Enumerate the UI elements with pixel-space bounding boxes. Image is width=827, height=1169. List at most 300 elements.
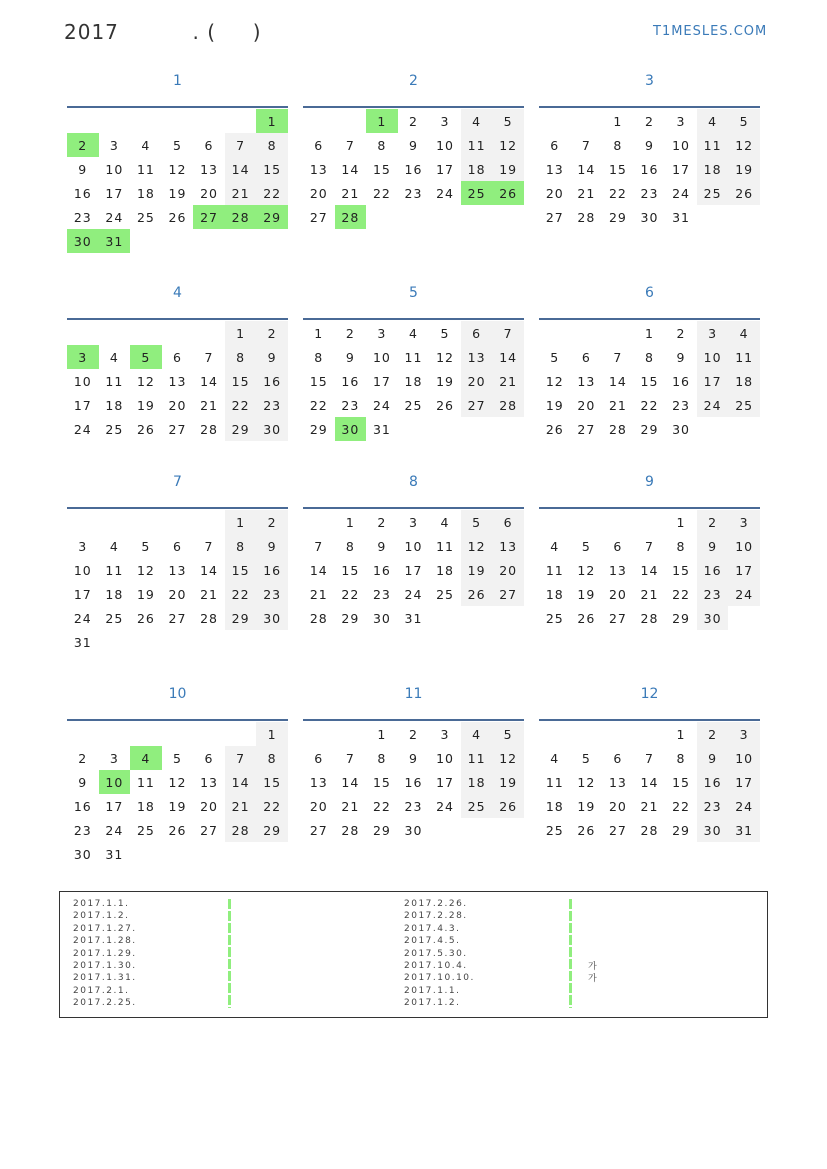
day-cell: 24 <box>105 209 124 225</box>
day-cell: 28 <box>200 610 218 626</box>
day-cell: 24 <box>728 582 760 606</box>
day-cell: 22 <box>608 185 627 201</box>
day-cell: 13 <box>608 562 627 578</box>
day-cell: 26 <box>492 181 524 205</box>
empty-day-cell <box>571 321 603 345</box>
day-cell: 30 <box>404 822 423 838</box>
day-cell: 13 <box>309 161 328 177</box>
day-cell: 1 <box>256 722 288 746</box>
day-cell: 1 <box>256 109 288 133</box>
day-cell: 13 <box>200 774 218 790</box>
day-cell: 1 <box>676 726 686 742</box>
day-cell: 23 <box>697 794 729 818</box>
day-cell: 16 <box>640 161 659 177</box>
day-cell: 27 <box>545 209 564 225</box>
empty-day-cell <box>634 510 666 534</box>
day-cell: 9 <box>408 137 418 153</box>
day-cell: 21 <box>200 397 218 413</box>
day-cell: 24 <box>672 185 690 201</box>
day-cell: 13 <box>168 373 187 389</box>
day-cell: 28 <box>225 818 257 842</box>
day-cell: 27 <box>492 582 524 606</box>
day-cell: 25 <box>105 610 124 626</box>
day-cell: 1 <box>345 514 355 530</box>
day-cell: 11 <box>105 373 124 389</box>
holiday-date: 2017.2.1. <box>73 985 130 996</box>
day-cell: 4 <box>408 325 418 341</box>
day-cell: 11 <box>545 774 564 790</box>
day-cell: 9 <box>256 345 288 369</box>
day-cell: 29 <box>341 610 360 626</box>
day-cell: 18 <box>436 562 454 578</box>
day-cell: 14 <box>341 774 360 790</box>
day-cell: 5 <box>581 538 591 554</box>
month-divider <box>539 507 760 509</box>
day-cell: 17 <box>672 161 690 177</box>
day-cell: 9 <box>345 349 355 365</box>
month-name: 4 <box>173 285 182 301</box>
day-cell: 18 <box>136 798 155 814</box>
day-cell: 12 <box>168 774 187 790</box>
day-cell: 18 <box>461 770 493 794</box>
empty-day-cell <box>303 510 335 534</box>
day-cell: 29 <box>256 818 288 842</box>
day-cell: 1 <box>377 726 387 742</box>
day-cell: 6 <box>613 750 623 766</box>
day-cell: 24 <box>728 794 760 818</box>
day-cell: 14 <box>225 770 257 794</box>
day-cell: 17 <box>728 558 760 582</box>
day-cell: 2 <box>67 133 99 157</box>
day-cell: 14 <box>341 161 360 177</box>
day-cell: 17 <box>73 586 92 602</box>
day-cell: 17 <box>404 562 423 578</box>
day-cell: 12 <box>136 373 155 389</box>
day-cell: 7 <box>225 133 257 157</box>
day-cell: 12 <box>461 534 493 558</box>
day-cell: 10 <box>105 161 124 177</box>
day-cell: 5 <box>461 510 493 534</box>
day-cell: 16 <box>697 770 729 794</box>
day-cell: 22 <box>256 181 288 205</box>
day-cell: 8 <box>644 349 654 365</box>
day-cell: 14 <box>640 774 659 790</box>
day-cell: 20 <box>545 185 564 201</box>
day-cell: 26 <box>136 421 155 437</box>
month-name: 2 <box>409 73 418 89</box>
day-cell: 7 <box>644 750 654 766</box>
day-cell: 22 <box>640 397 659 413</box>
month-day-grid <box>539 109 760 229</box>
day-cell: 30 <box>67 229 99 253</box>
day-cell: 6 <box>461 321 493 345</box>
holiday-marker-left <box>228 899 231 1008</box>
day-cell: 3 <box>109 750 119 766</box>
day-cell: 10 <box>404 538 423 554</box>
day-cell: 27 <box>168 421 187 437</box>
day-cell: 4 <box>109 538 119 554</box>
day-cell: 25 <box>436 586 454 602</box>
day-cell: 13 <box>492 534 524 558</box>
holiday-label: 가 <box>588 962 597 972</box>
day-cell: 6 <box>204 137 214 153</box>
month-name: 1 <box>173 73 182 89</box>
day-cell: 12 <box>577 774 596 790</box>
day-cell: 4 <box>141 137 151 153</box>
day-cell: 25 <box>545 610 564 626</box>
empty-day-cell <box>193 510 225 534</box>
day-cell: 13 <box>168 562 187 578</box>
day-cell: 23 <box>404 185 423 201</box>
empty-day-cell <box>571 510 603 534</box>
day-cell: 15 <box>608 161 627 177</box>
day-cell: 1 <box>644 325 654 341</box>
month-divider <box>67 106 288 108</box>
day-cell: 16 <box>256 558 288 582</box>
day-cell: 21 <box>225 794 257 818</box>
holiday-date: 2017.1.30. <box>73 961 137 972</box>
day-cell: 21 <box>225 181 257 205</box>
day-cell: 16 <box>341 373 360 389</box>
month-name: 12 <box>640 686 659 702</box>
day-cell: 5 <box>440 325 450 341</box>
day-cell: 26 <box>577 822 596 838</box>
month-divider <box>67 318 288 320</box>
day-cell: 4 <box>109 349 119 365</box>
month-name: 5 <box>409 285 418 301</box>
day-cell: 4 <box>461 722 493 746</box>
day-cell: 23 <box>404 798 423 814</box>
day-cell: 24 <box>436 185 454 201</box>
holiday-date: 2017.2.28. <box>404 911 468 922</box>
day-cell: 28 <box>640 610 659 626</box>
day-cell: 9 <box>697 746 729 770</box>
holiday-date: 2017.2.26. <box>404 899 468 909</box>
day-cell: 7 <box>204 349 214 365</box>
day-cell: 7 <box>644 538 654 554</box>
day-cell: 30 <box>697 818 729 842</box>
day-cell: 23 <box>697 582 729 606</box>
empty-day-cell <box>225 109 257 133</box>
holiday-label: 가 <box>588 974 597 985</box>
day-cell: 3 <box>697 321 729 345</box>
day-cell: 25 <box>461 794 493 818</box>
month-day-grid <box>539 722 760 842</box>
day-cell: 22 <box>672 798 690 814</box>
empty-day-cell <box>67 722 99 746</box>
day-cell: 7 <box>204 538 214 554</box>
day-cell: 20 <box>168 397 187 413</box>
empty-day-cell <box>539 321 571 345</box>
day-cell: 10 <box>372 349 391 365</box>
day-cell: 18 <box>105 586 124 602</box>
day-cell: 7 <box>225 746 257 770</box>
month-divider <box>303 106 524 108</box>
day-cell: 22 <box>256 794 288 818</box>
day-cell: 5 <box>492 109 524 133</box>
day-cell: 24 <box>73 421 92 437</box>
day-cell: 12 <box>728 133 760 157</box>
day-cell: 2 <box>256 321 288 345</box>
day-cell: 31 <box>728 818 760 842</box>
day-cell: 15 <box>640 373 659 389</box>
day-cell: 18 <box>105 397 124 413</box>
day-cell: 6 <box>492 510 524 534</box>
day-cell: 20 <box>200 798 218 814</box>
day-cell: 26 <box>461 582 493 606</box>
day-cell: 19 <box>436 373 454 389</box>
holiday-date: 2017.1.28. <box>73 936 137 947</box>
empty-day-cell <box>571 722 603 746</box>
day-cell: 29 <box>672 822 690 838</box>
day-cell: 3 <box>109 137 119 153</box>
holiday-date: 2017.1.2. <box>404 998 461 1009</box>
day-cell: 30 <box>672 421 690 437</box>
day-cell: 31 <box>404 610 423 626</box>
day-cell: 18 <box>404 373 423 389</box>
day-cell: 2 <box>697 510 729 534</box>
empty-day-cell <box>335 109 367 133</box>
day-cell: 27 <box>608 822 627 838</box>
day-cell: 17 <box>697 369 729 393</box>
day-cell: 19 <box>492 157 524 181</box>
holiday-dates-right <box>404 898 475 1010</box>
holiday-marker-right <box>569 899 572 1008</box>
holiday-date: 2017.1.2. <box>73 911 130 922</box>
day-cell: 10 <box>672 137 690 153</box>
day-cell: 7 <box>581 137 591 153</box>
day-cell: 8 <box>377 137 387 153</box>
day-cell: 11 <box>105 562 124 578</box>
day-cell: 15 <box>256 157 288 181</box>
day-cell: 9 <box>408 750 418 766</box>
day-cell: 2 <box>676 325 686 341</box>
day-cell: 16 <box>372 562 391 578</box>
day-cell: 2 <box>256 510 288 534</box>
day-cell: 7 <box>345 750 355 766</box>
day-cell: 9 <box>676 349 686 365</box>
day-cell: 30 <box>73 846 92 862</box>
day-cell: 18 <box>136 185 155 201</box>
empty-day-cell <box>539 510 571 534</box>
day-cell: 12 <box>492 746 524 770</box>
day-cell: 6 <box>204 750 214 766</box>
holiday-date: 2017.10.10. <box>404 973 475 984</box>
holiday-date: 2017.1.27. <box>73 923 137 934</box>
day-cell: 28 <box>640 822 659 838</box>
day-cell: 15 <box>672 774 690 790</box>
day-cell: 15 <box>225 369 257 393</box>
month-divider <box>67 719 288 721</box>
day-cell: 20 <box>461 369 493 393</box>
day-cell: 5 <box>550 349 560 365</box>
day-cell: 26 <box>545 421 564 437</box>
empty-day-cell <box>162 722 194 746</box>
day-cell: 31 <box>372 421 391 437</box>
day-cell: 19 <box>577 798 596 814</box>
day-cell: 6 <box>172 349 182 365</box>
day-cell: 11 <box>136 161 155 177</box>
empty-day-cell <box>225 722 257 746</box>
holiday-date: 2017.4.3. <box>404 923 461 934</box>
day-cell: 26 <box>577 610 596 626</box>
day-cell: 28 <box>492 393 524 417</box>
day-cell: 22 <box>672 586 690 602</box>
holiday-dates-left <box>73 898 137 1010</box>
day-cell: 13 <box>309 774 328 790</box>
day-cell: 17 <box>73 397 92 413</box>
day-cell: 2 <box>408 113 418 129</box>
day-cell: 12 <box>136 562 155 578</box>
day-cell: 13 <box>608 774 627 790</box>
day-cell: 6 <box>314 137 324 153</box>
day-cell: 30 <box>372 610 391 626</box>
day-cell: 28 <box>225 205 257 229</box>
day-cell: 25 <box>545 822 564 838</box>
month-name: 9 <box>645 474 654 490</box>
month-divider <box>539 106 760 108</box>
day-cell: 12 <box>436 349 454 365</box>
empty-day-cell <box>162 510 194 534</box>
day-cell: 1 <box>676 514 686 530</box>
day-cell: 4 <box>728 321 760 345</box>
empty-day-cell <box>602 321 634 345</box>
day-cell: 11 <box>461 133 493 157</box>
month-day-grid <box>539 321 760 441</box>
day-cell: 11 <box>545 562 564 578</box>
month-day-grid <box>303 109 524 229</box>
day-cell: 30 <box>640 209 659 225</box>
holiday-date: 2017.1.1. <box>404 985 461 996</box>
day-cell: 18 <box>545 798 564 814</box>
day-cell: 29 <box>672 610 690 626</box>
day-cell: 17 <box>436 774 454 790</box>
day-cell: 11 <box>697 133 729 157</box>
day-cell: 6 <box>550 137 560 153</box>
day-cell: 18 <box>461 157 493 181</box>
day-cell: 19 <box>461 558 493 582</box>
day-cell: 26 <box>728 181 760 205</box>
day-cell: 10 <box>728 534 760 558</box>
day-cell: 8 <box>225 534 257 558</box>
day-cell: 26 <box>136 610 155 626</box>
day-cell: 6 <box>613 538 623 554</box>
day-cell: 2 <box>377 514 387 530</box>
day-cell: 2 <box>697 722 729 746</box>
day-cell: 20 <box>577 397 596 413</box>
day-cell: 12 <box>545 373 564 389</box>
day-cell: 19 <box>728 157 760 181</box>
month-divider <box>539 318 760 320</box>
empty-day-cell <box>602 510 634 534</box>
day-cell: 3 <box>78 538 88 554</box>
day-cell: 5 <box>492 722 524 746</box>
day-cell: 16 <box>697 558 729 582</box>
empty-day-cell <box>130 321 162 345</box>
day-cell: 8 <box>225 345 257 369</box>
day-cell: 15 <box>341 562 360 578</box>
day-cell: 5 <box>581 750 591 766</box>
day-cell: 9 <box>256 534 288 558</box>
empty-day-cell <box>303 109 335 133</box>
day-cell: 10 <box>73 562 92 578</box>
day-cell: 28 <box>309 610 328 626</box>
day-cell: 20 <box>608 798 627 814</box>
day-cell: 2 <box>78 750 88 766</box>
day-cell: 13 <box>545 161 564 177</box>
day-cell: 18 <box>545 586 564 602</box>
site-brand-link[interactable]: T1MESLES.COM <box>653 24 768 39</box>
day-cell: 8 <box>676 538 686 554</box>
day-cell: 12 <box>168 161 187 177</box>
day-cell: 10 <box>436 137 454 153</box>
day-cell: 19 <box>492 770 524 794</box>
day-cell: 11 <box>136 774 155 790</box>
day-cell: 3 <box>408 514 418 530</box>
month-name: 3 <box>645 73 654 89</box>
day-cell: 4 <box>461 109 493 133</box>
day-cell: 15 <box>256 770 288 794</box>
day-cell: 11 <box>461 746 493 770</box>
day-cell: 8 <box>613 137 623 153</box>
month-name: 11 <box>404 686 423 702</box>
day-cell: 25 <box>461 181 493 205</box>
month-day-grid <box>67 722 288 866</box>
day-cell: 5 <box>728 109 760 133</box>
day-cell: 21 <box>309 586 328 602</box>
empty-day-cell <box>99 510 131 534</box>
day-cell: 9 <box>697 534 729 558</box>
day-cell: 13 <box>577 373 596 389</box>
day-cell: 7 <box>345 137 355 153</box>
empty-day-cell <box>67 321 99 345</box>
day-cell: 26 <box>436 397 454 413</box>
empty-day-cell <box>99 109 131 133</box>
day-cell: 24 <box>404 586 423 602</box>
day-cell: 10 <box>73 373 92 389</box>
empty-day-cell <box>193 722 225 746</box>
month-name: 7 <box>173 474 182 490</box>
day-cell: 25 <box>697 181 729 205</box>
day-cell: 8 <box>256 133 288 157</box>
day-cell: 17 <box>105 185 124 201</box>
day-cell: 2 <box>408 726 418 742</box>
month-name: 8 <box>409 474 418 490</box>
day-cell: 31 <box>105 846 124 862</box>
empty-day-cell <box>193 321 225 345</box>
month-divider <box>303 318 524 320</box>
day-cell: 14 <box>200 562 218 578</box>
day-cell: 7 <box>613 349 623 365</box>
day-cell: 19 <box>577 586 596 602</box>
holiday-date: 2017.1.31. <box>73 973 137 984</box>
day-cell: 30 <box>697 606 729 630</box>
day-cell: 14 <box>200 373 218 389</box>
day-cell: 31 <box>672 209 690 225</box>
day-cell: 9 <box>78 774 88 790</box>
holiday-date: 2017.5.30. <box>404 948 468 959</box>
month-divider <box>67 507 288 509</box>
day-cell: 25 <box>136 209 155 225</box>
day-cell: 28 <box>577 209 596 225</box>
empty-day-cell <box>67 510 99 534</box>
day-cell: 17 <box>105 798 124 814</box>
day-cell: 8 <box>676 750 686 766</box>
empty-day-cell <box>162 109 194 133</box>
holiday-notes-box <box>59 891 768 1018</box>
day-cell: 28 <box>608 421 627 437</box>
day-cell: 30 <box>335 417 367 441</box>
